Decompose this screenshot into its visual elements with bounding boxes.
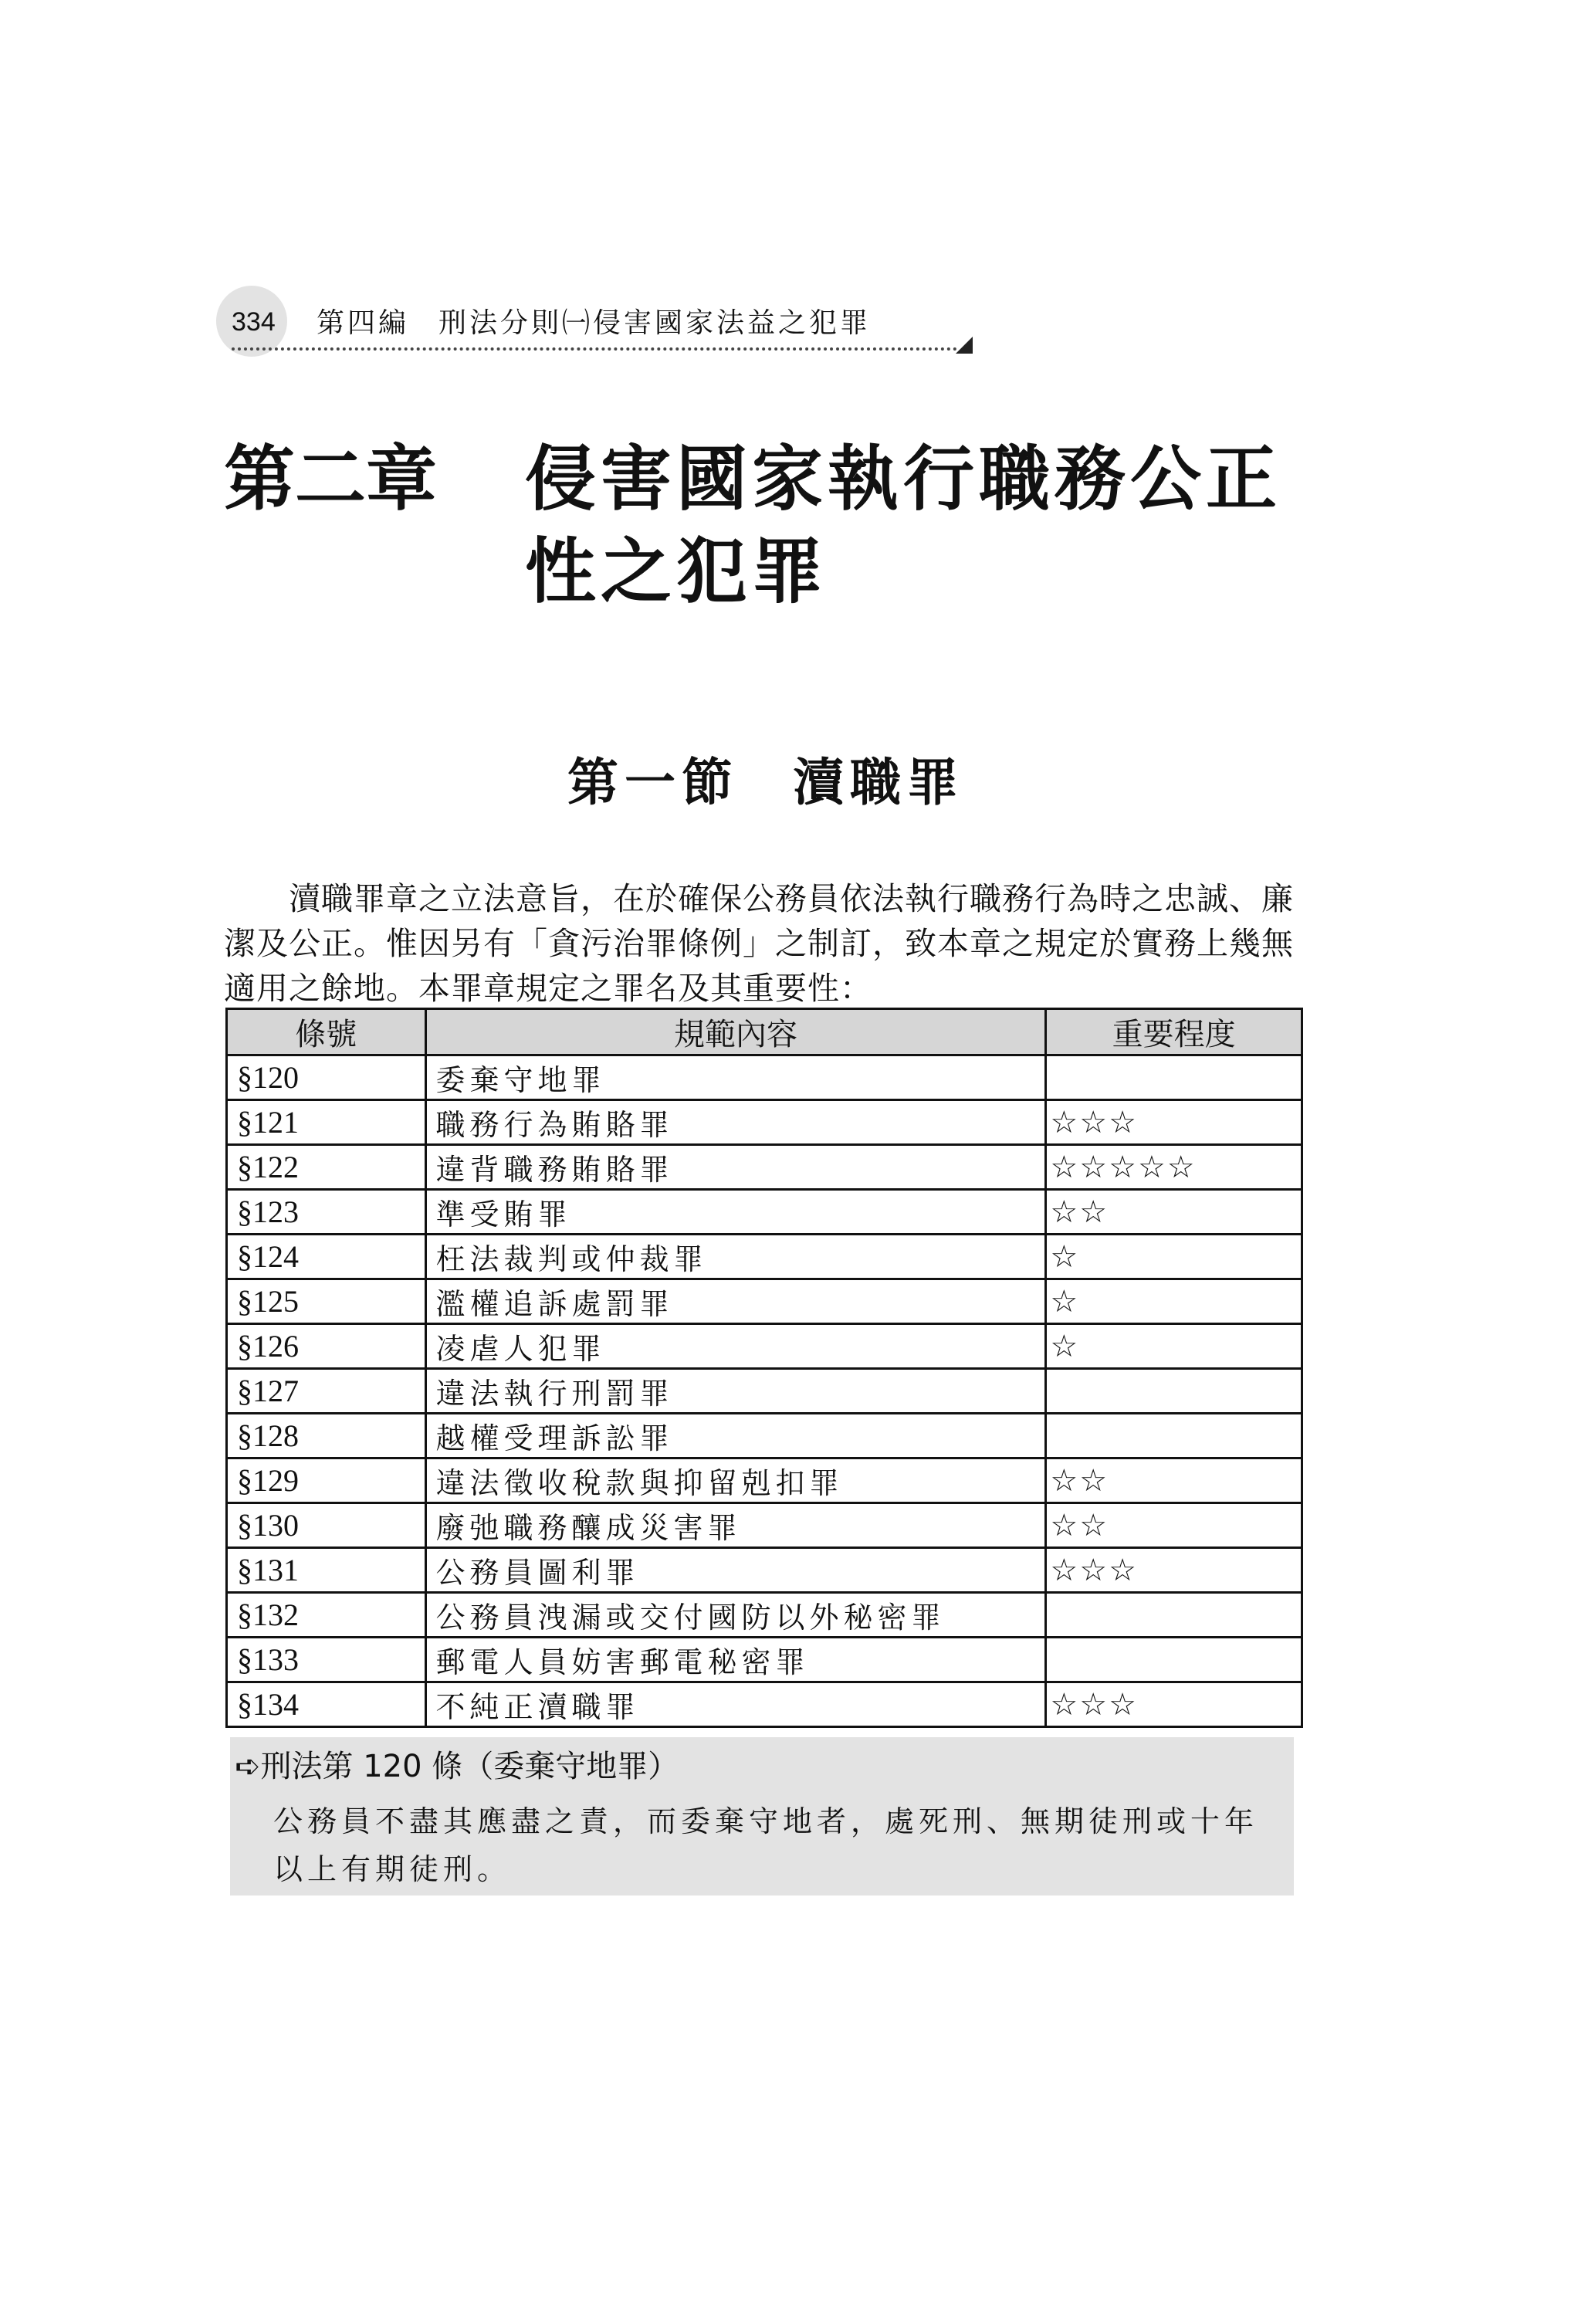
importance-stars-cell: ☆☆ [1046,1190,1302,1235]
offense-name-cell: 郵電人員妨害郵電秘密罪 [425,1638,1046,1682]
importance-stars-cell: ☆ [1046,1235,1302,1279]
offense-name-cell: 凌虐人犯罪 [425,1324,1046,1369]
article-cell: §122 [227,1145,426,1190]
section-title: 瀆職罪 [793,752,964,812]
chapter-title: 侵害國家執行職務公正性之犯罪 [525,437,1282,613]
page-number: 334 [232,307,276,337]
section-number: 第一節 [567,752,739,812]
table-row [227,1593,1302,1638]
header-dotted-rule [232,347,957,351]
article-cell: §123 [227,1190,426,1235]
importance-stars-cell: ☆☆☆ [1046,1548,1302,1593]
column-header-content: 規範內容 [425,1009,1046,1055]
running-header [216,286,973,363]
table-row [227,1235,1302,1279]
section-heading [567,741,964,815]
chapter-number: 第二章 [224,437,438,520]
importance-stars-cell: ☆☆☆ [1046,1682,1302,1727]
corner-triangle-icon [956,337,973,354]
table-row [227,1369,1302,1414]
table-row [227,1682,1302,1727]
article-cell: §121 [227,1100,426,1145]
article-cell: §127 [227,1369,426,1414]
importance-stars-cell: ☆☆ [1046,1458,1302,1503]
article-cell: §126 [227,1324,426,1369]
column-header-importance: 重要程度 [1046,1009,1302,1055]
importance-stars-cell: ☆☆ [1046,1503,1302,1548]
statute-box [230,1737,1294,1895]
column-header-article: 條號 [227,1009,426,1055]
offense-name-cell: 委棄守地罪 [425,1055,1046,1100]
table-row [227,1324,1302,1369]
article-cell: §133 [227,1638,426,1682]
article-cell: §129 [227,1458,426,1503]
offense-name-cell: 職務行為賄賂罪 [425,1100,1046,1145]
importance-stars-cell [1046,1593,1302,1638]
importance-stars-cell [1046,1055,1302,1100]
table-row [227,1503,1302,1548]
importance-stars-cell [1046,1638,1302,1682]
table-row [227,1458,1302,1503]
importance-stars-cell: ☆☆☆☆☆ [1046,1145,1302,1190]
article-cell: §131 [227,1548,426,1593]
article-cell: §120 [227,1055,426,1100]
offense-name-cell: 濫權追訴處罰罪 [425,1279,1046,1324]
article-cell: §130 [227,1503,426,1548]
article-cell: §128 [227,1414,426,1458]
offense-name-cell: 不純正瀆職罪 [425,1682,1046,1727]
statute-heading [235,1742,679,1786]
article-cell: §132 [227,1593,426,1638]
offense-name-cell: 違背職務賄賂罪 [425,1145,1046,1190]
arrow-icon: ➪ [235,1749,261,1784]
importance-stars-cell: ☆☆☆ [1046,1100,1302,1145]
table-row [227,1279,1302,1324]
offense-name-cell: 廢弛職務釀成災害罪 [425,1503,1046,1548]
table-row [227,1190,1302,1235]
offense-name-cell: 準受賄罪 [425,1190,1046,1235]
importance-stars-cell [1046,1369,1302,1414]
table-row [227,1414,1302,1458]
importance-stars-cell: ☆ [1046,1279,1302,1324]
table-row [227,1548,1302,1593]
table-header-row [227,1009,1302,1055]
table-row [227,1145,1302,1190]
table-row [227,1055,1302,1100]
statute-text: 公務員不盡其應盡之責，而委棄守地者，處死刑、無期徒刑或十年以上有期徒刑。 [273,1804,1259,1886]
header-title [317,301,871,340]
intro-paragraph: 瀆職罪章之立法意旨，在於確保公務員依法執行職務行為時之忠誠、廉潔及公正。惟因另有「貪污治罪條例」之制訂，致本章之規定於實務上幾無適用之餘地。本罪章規定之罪名及其重要性： [224,880,1294,1007]
article-cell: §125 [227,1279,426,1324]
header-subtitle: 刑法分則㈠侵害國家法益之犯罪 [438,307,872,339]
offense-name-cell: 公務員洩漏或交付國防以外秘密罪 [425,1593,1046,1638]
importance-stars-cell: ☆ [1046,1324,1302,1369]
offense-name-cell: 枉法裁判或仲裁罪 [425,1235,1046,1279]
offense-table [225,1008,1303,1728]
offense-name-cell: 公務員圖利罪 [425,1548,1046,1593]
article-cell: §134 [227,1682,426,1727]
offense-name-cell: 越權受理訴訟罪 [425,1414,1046,1458]
importance-stars-cell [1046,1414,1302,1458]
table-row [227,1638,1302,1682]
statute-heading-text: 刑法第 120 條（委棄守地罪） [260,1749,679,1784]
offense-name-cell: 違法徵收稅款與抑留剋扣罪 [425,1458,1046,1503]
offense-name-cell: 違法執行刑罰罪 [425,1369,1046,1414]
header-part: 第四編 [317,307,410,339]
table-row [227,1100,1302,1145]
article-cell: §124 [227,1235,426,1279]
